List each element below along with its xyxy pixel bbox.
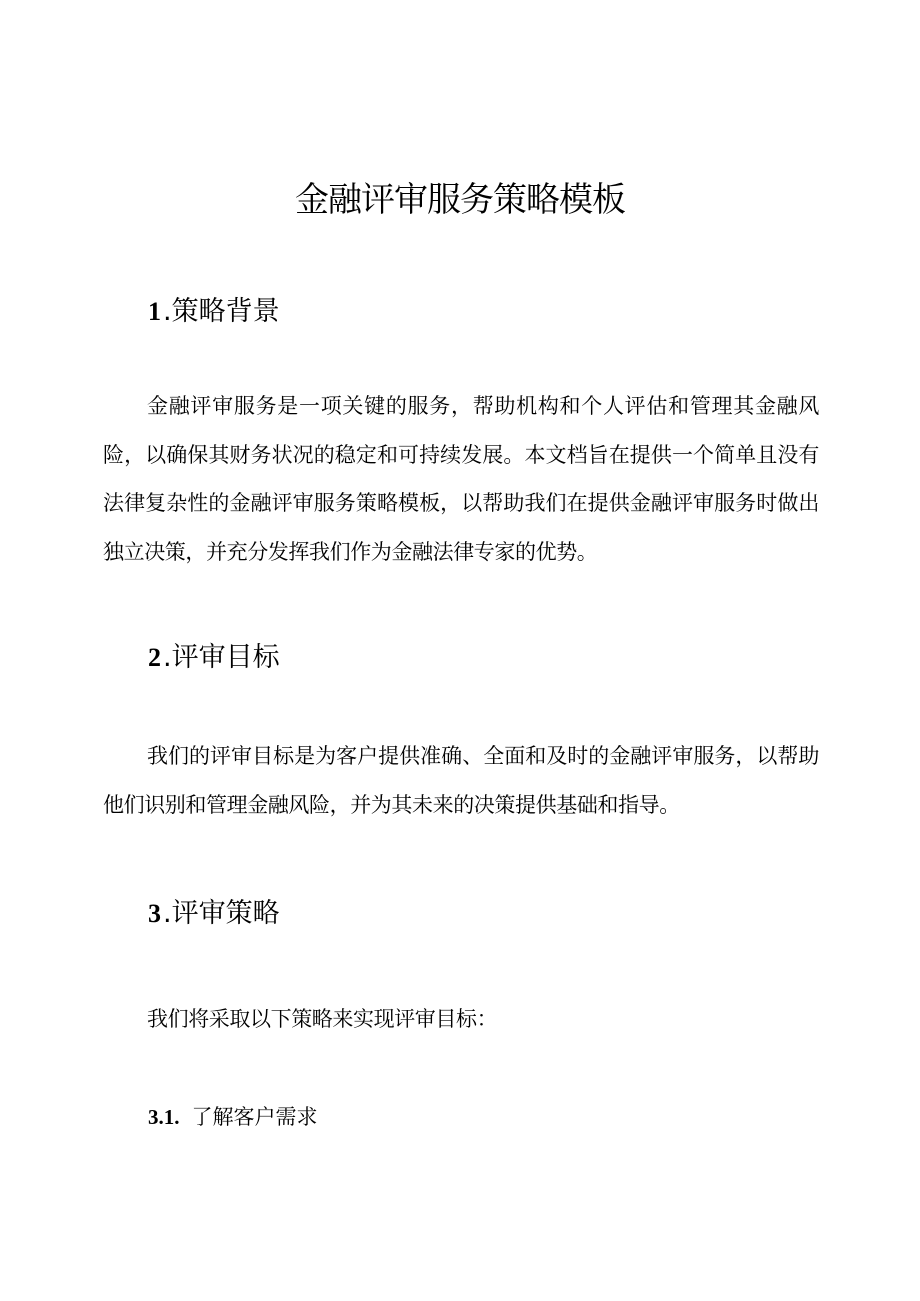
subsection-number: 3.1. <box>148 1105 180 1129</box>
section-heading-goals <box>148 640 280 676</box>
section-paragraph-strategy: 我们将采取以下策略来实现评审目标： <box>147 1007 498 1031</box>
section-title: .评审策略 <box>163 898 280 929</box>
section-paragraph-background: 金融评审服务是一项关键的服务，帮助机构和个人评估和管理其金融风险，以确保其财务状况的稳定和可持续发展。本文档旨在提供一个简单且没有法律复杂性的金融评审服务策略模板，以帮助我们在提供金融评审服务时做出独立决策，并充分发挥我们作为金融法律专家的优势。 <box>103 394 819 564</box>
section-title: .评审目标 <box>163 642 280 673</box>
section-number: 2 <box>148 643 161 672</box>
subsection-title: 了解客户需求 <box>191 1105 318 1129</box>
section-title: .策略背景 <box>163 296 280 327</box>
section-paragraph-goals: 我们的评审目标是为客户提供准确、全面和及时的金融评审服务，以帮助他们识别和管理金融风险，并为其未来的决策提供基础和指导。 <box>103 744 819 817</box>
section-heading-background <box>148 294 280 330</box>
document-title: 金融评审服务策略模板 <box>295 180 625 220</box>
subsection-heading <box>148 1100 318 1134</box>
section-heading-strategy <box>148 896 280 932</box>
section-number: 1 <box>148 297 161 326</box>
section-number: 3 <box>148 899 161 928</box>
